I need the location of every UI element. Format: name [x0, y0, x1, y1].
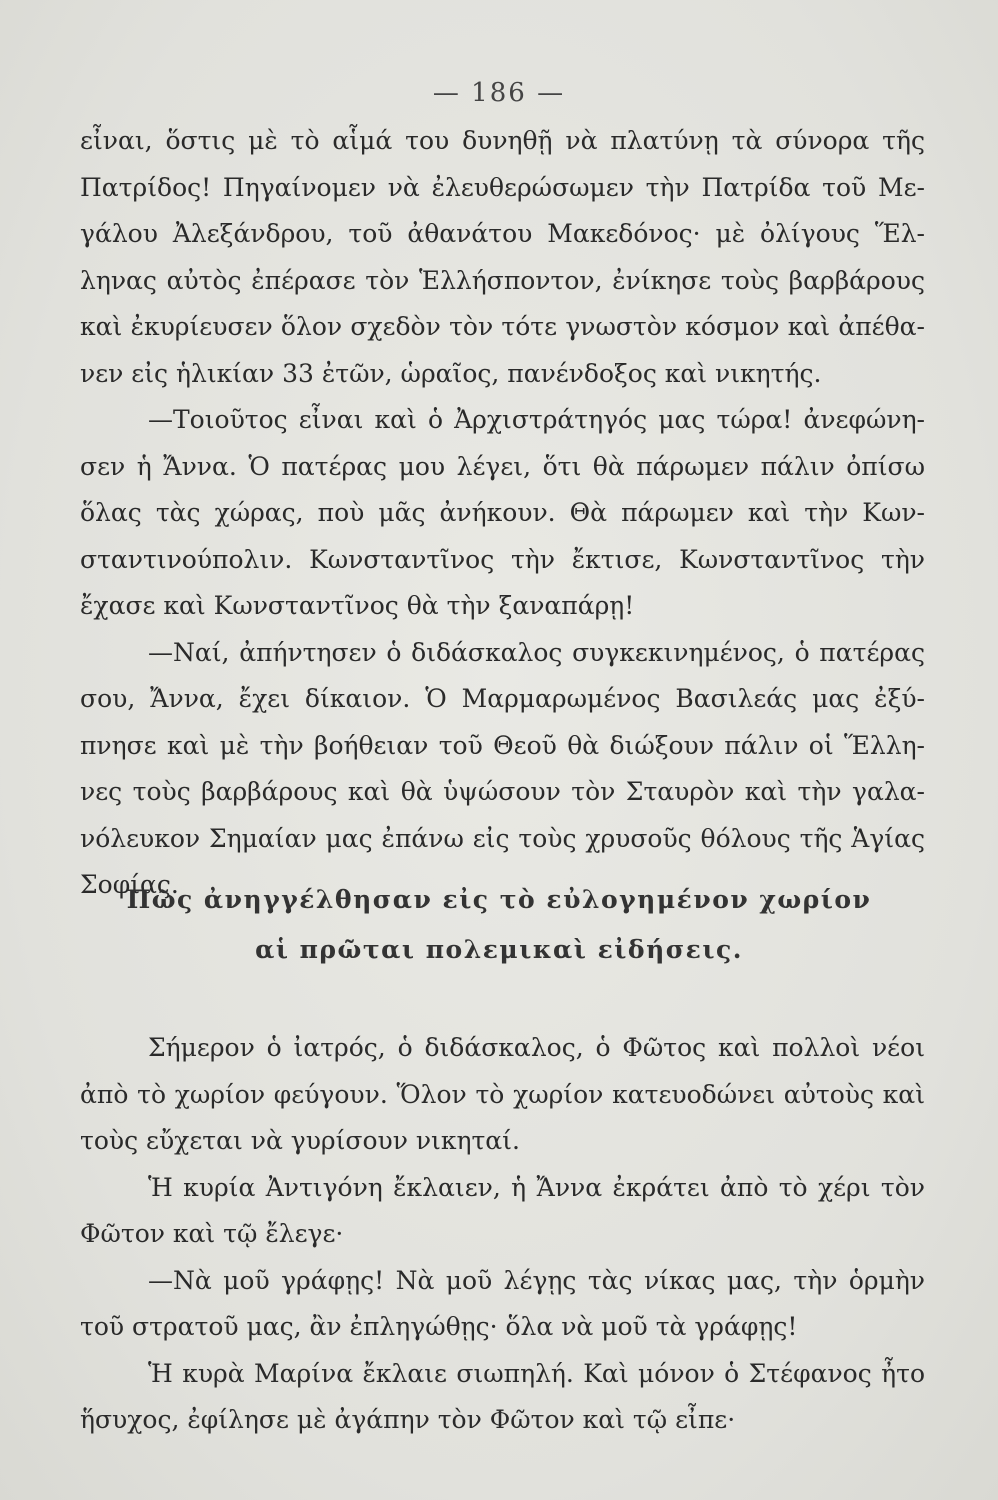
text-section-1 — [80, 118, 925, 909]
text-line: ὅλας τὰς χώρας, ποὺ μᾶς ἀνήκουν. Θὰ πάρωμεν καὶ τὴν Κων- — [80, 498, 925, 527]
text-line: νες τοὺς βαρβάρους καὶ θὰ ὑψώσουν τὸν Σταυρὸν καὶ τὴν γαλα- — [80, 777, 925, 806]
text-line: ἔχασε καὶ Κωνσταντῖνος θὰ τὴν ξαναπάρῃ! — [80, 591, 635, 620]
text-line: Ἡ κυρία Ἀντιγόνη ἔκλαιεν, ἡ Ἄννα ἐκράτει ἀπὸ τὸ χέρι τὸν — [148, 1172, 925, 1202]
text-line: νεν εἰς ἡλικίαν 33 ἐτῶν, ὡραῖος, πανένδοξος καὶ νικητής. — [80, 358, 822, 388]
text-line: σου, Ἄννα, ἔχει δίκαιον. Ὁ Μαρμαρωμένος Βασιλεάς μας ἐξύ- — [80, 684, 925, 713]
text-line: Ἡ κυρὰ Μαρίνα ἔκλαιε σιωπηλή. Καὶ μόνον ὁ Στέφανος ἦτο — [148, 1358, 925, 1388]
text-section-2 — [80, 1025, 925, 1444]
text-line: Σήμερον ὁ ἰατρός, ὁ διδάσκαλος, ὁ Φῶτος καὶ πολλοὶ νέοι — [148, 1033, 925, 1062]
text-line: πνησε καὶ μὲ τὴν βοήθειαν τοῦ Θεοῦ θὰ διώξουν πάλιν οἱ Ἕλλη- — [80, 730, 925, 760]
page-number: — 186 — — [432, 78, 566, 108]
text-line: —Νὰ μοῦ γράφῃς! Νὰ μοῦ λέγῃς τὰς νίκας μας, τὴν ὁρμὴν — [148, 1265, 925, 1295]
text-line: —Τοιοῦτος εἶναι καὶ ὁ Ἀρχιστράτηγός μας τώρα! ἀνεφώνη- — [148, 405, 925, 434]
text-line: καὶ ἐκυρίευσεν ὅλον σχεδὸν τὸν τότε γνωστὸν κόσμον καὶ ἀπέθα- — [80, 312, 925, 341]
text-line: γάλου Ἀλεξάνδρου, τοῦ ἀθανάτου Μακεδόνος· μὲ ὀλίγους Ἕλ- — [80, 219, 925, 248]
text-line: ἥσυχος, ἐφίλησε μὲ ἀγάπην τὸν Φῶτον καὶ τῷ εἶπε· — [80, 1405, 736, 1434]
chapter-heading-line-1: Πῶς ἀνηγγέλθησαν εἰς τὸ εὐλογημένον χωρίον — [126, 885, 872, 914]
text-line: τοὺς εὔχεται νὰ γυρίσουν νικηταί. — [80, 1126, 520, 1155]
text-line: τοῦ στρατοῦ μας, ἂν ἐπληγώθῃς· ὅλα νὰ μοῦ τὰ γράφῃς! — [80, 1312, 798, 1341]
chapter-heading-line-2: αἱ πρῶται πολεμικαὶ εἰδήσεις. — [255, 935, 743, 964]
text-line: Πατρίδος! Πηγαίνομεν νὰ ἐλευθερώσωμεν τὴν Πατρίδα τοῦ Με- — [80, 172, 925, 202]
text-line: Σοφίας. — [80, 870, 179, 899]
text-line: εἶναι, ὅστις μὲ τὸ αἷμά του δυνηθῇ νὰ πλατύνῃ τὰ σύνορα τῆς — [80, 126, 925, 155]
text-line: σταντινούπολιν. Κωνσταντῖνος τὴν ἔκτισε, Κωνσταντῖνος τὴν — [80, 544, 925, 574]
text-line: —Ναί, ἀπήντησεν ὁ διδάσκαλος συγκεκινημένος, ὁ πατέρας — [148, 637, 925, 667]
text-line: νόλευκον Σημαίαν μας ἐπάνω εἰς τοὺς χρυσοῦς θόλους τῆς Ἁγίας — [80, 823, 925, 853]
text-line: Φῶτον καὶ τῷ ἔλεγε· — [80, 1219, 344, 1248]
text-line: σεν ἡ Ἄννα. Ὁ πατέρας μου λέγει, ὅτι θὰ πάρωμεν πάλιν ὀπίσω — [80, 451, 925, 481]
text-line: ληνας αὐτὸς ἐπέρασε τὸν Ἑλλήσποντον, ἐνίκησε τοὺς βαρβάρους — [80, 265, 925, 295]
text-line: ἀπὸ τὸ χωρίον φεύγουν. Ὅλον τὸ χωρίον κατευοδώνει αὐτοὺς καὶ — [80, 1079, 925, 1109]
